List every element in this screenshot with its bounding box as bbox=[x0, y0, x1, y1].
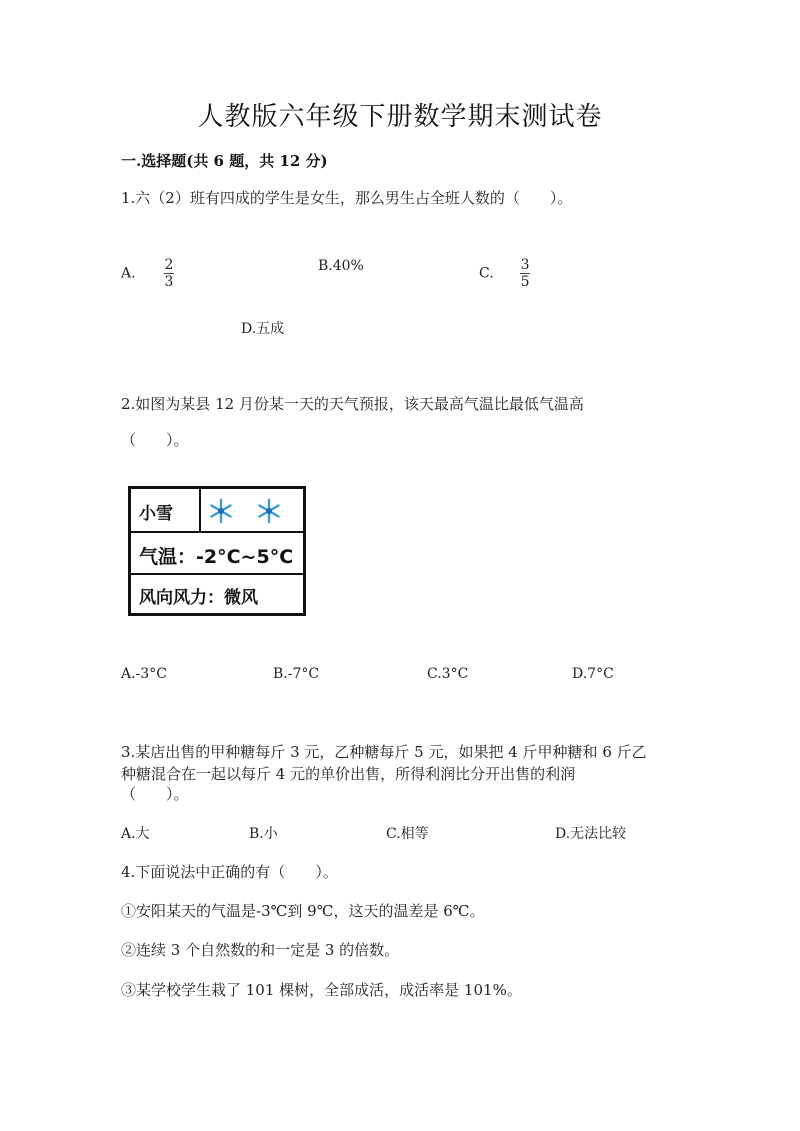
question-3-line2: 种糖混合在一起以每斤 4 元的单价出售，所得利润比分开出售的利润 bbox=[121, 765, 576, 783]
snowflake-icon bbox=[207, 497, 235, 525]
q2-option-d: D.7°C bbox=[572, 666, 614, 682]
q2-option-c: C.3°C bbox=[427, 666, 469, 682]
weather-row-condition bbox=[131, 489, 303, 533]
weather-row-temperature bbox=[131, 533, 303, 575]
q4-statement-3: ③某学校学生栽了 101 棵树，全部成活，成活率是 101%。 bbox=[121, 981, 522, 999]
question-3-line1: 3.某店出售的甲种糖每斤 3 元，乙种糖每斤 5 元，如果把 4 斤甲种糖和 6 斤乙 bbox=[121, 743, 647, 761]
q3-option-b: B.小 bbox=[249, 826, 278, 842]
q3-option-c: C.相等 bbox=[386, 826, 429, 842]
q2-option-a: A.-3°C bbox=[121, 666, 167, 682]
page-title: 人教版六年级下册数学期末测试卷 bbox=[197, 102, 603, 132]
q1-option-b: B.40% bbox=[318, 258, 364, 274]
question-2-line2: （ ）。 bbox=[121, 431, 189, 449]
q1-option-c-label: C. bbox=[479, 265, 494, 282]
q1-option-a bbox=[121, 258, 174, 289]
weather-forecast-figure bbox=[128, 486, 306, 616]
weather-wind-text: 风向风力：微风 bbox=[139, 588, 258, 608]
question-1-text: 1.六（2）班有四成的学生是女生，那么男生占全班人数的（ ）。 bbox=[121, 189, 573, 207]
q2-option-b: B.-7°C bbox=[273, 666, 320, 682]
q3-option-a: A.大 bbox=[121, 826, 150, 842]
weather-row-wind bbox=[131, 575, 303, 613]
weather-temperature-text: 气温：-2°C~5°C bbox=[139, 546, 294, 568]
q1-option-a-label: A. bbox=[121, 265, 136, 282]
snowflake-icon bbox=[255, 497, 283, 525]
fraction-denominator: 5 bbox=[520, 274, 530, 290]
fraction-numerator: 3 bbox=[520, 257, 530, 273]
fraction-numerator: 2 bbox=[164, 257, 174, 273]
q1-option-d: D.五成 bbox=[241, 321, 285, 337]
weather-condition-label: 小雪 bbox=[139, 504, 173, 524]
q4-statement-2: ②连续 3 个自然数的和一定是 3 的倍数。 bbox=[121, 941, 400, 959]
q4-statement-1: ①安阳某天的气温是-3℃到 9℃，这天的温差是 6℃。 bbox=[121, 902, 485, 920]
q1-option-c-fraction bbox=[520, 258, 530, 289]
fraction-denominator: 3 bbox=[164, 274, 174, 290]
q1-option-c bbox=[479, 258, 530, 289]
q1-option-a-fraction bbox=[164, 258, 174, 289]
question-2-line1: 2.如图为某县 12 月份某一天的天气预报，该天最高气温比最低气温高 bbox=[121, 395, 584, 413]
section-heading: 一.选择题(共 6 题，共 12 分) bbox=[121, 152, 328, 170]
q3-option-d: D.无法比较 bbox=[555, 826, 627, 842]
weather-cell-divider bbox=[199, 489, 201, 531]
question-4-text: 4.下面说法中正确的有（ ）。 bbox=[121, 863, 338, 881]
question-3-line3: （ ）。 bbox=[121, 785, 189, 803]
